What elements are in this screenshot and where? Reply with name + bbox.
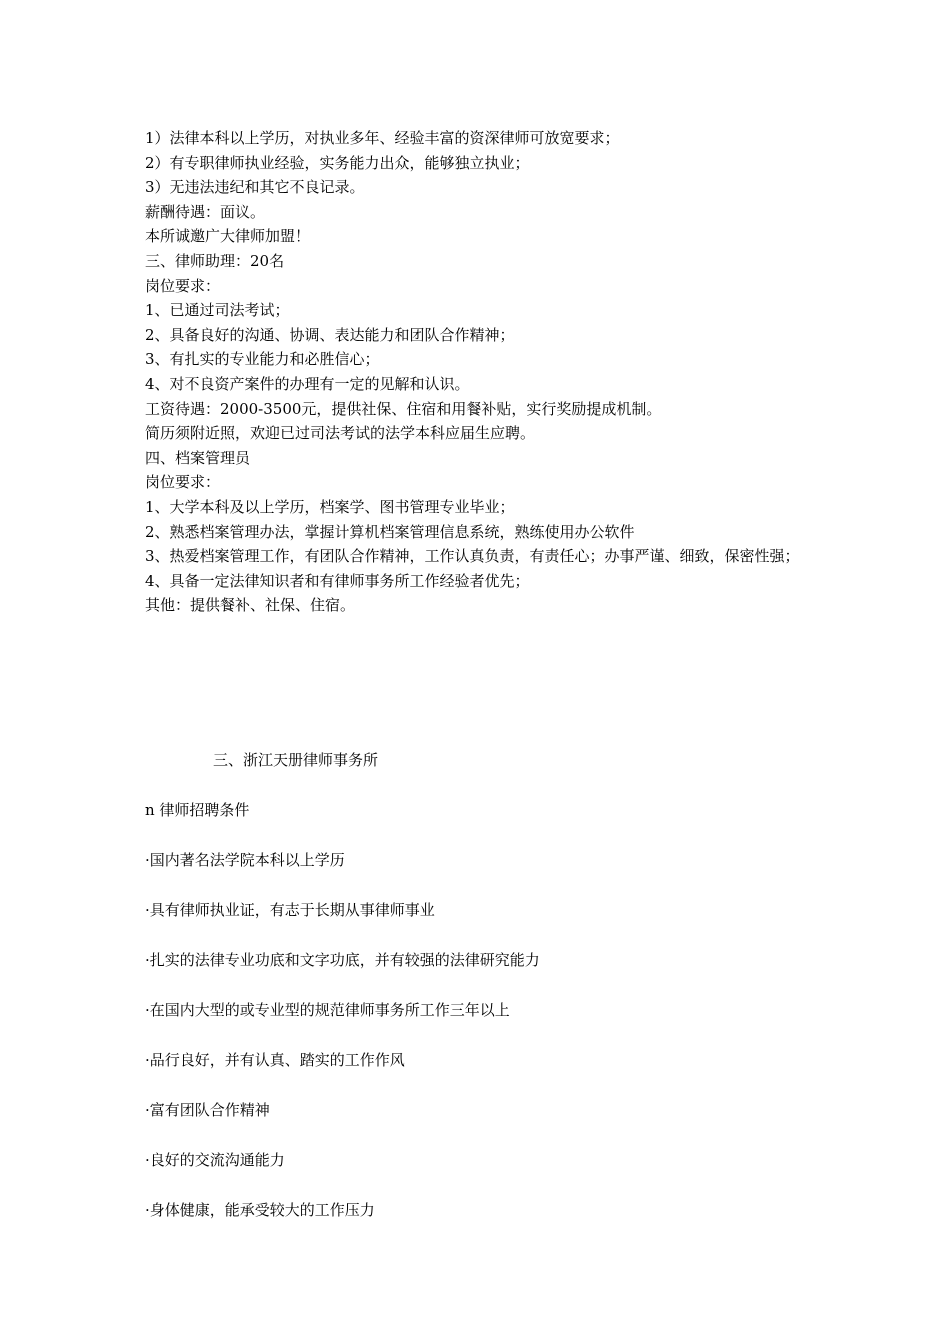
text-line: 1、大学本科及以上学历，档案学、图书管理专业毕业； <box>145 497 515 516</box>
text-line: 2、熟悉档案管理办法，掌握计算机档案管理信息系统，熟练使用办公软件 <box>145 522 635 541</box>
list-item: ·在国内大型的或专业型的规范律师事务所工作三年以上 <box>145 1001 510 1019</box>
list-item: ·品行良好，并有认真、踏实的工作作风 <box>145 1051 405 1069</box>
text-line: 三、律师助理：20名 <box>145 251 285 270</box>
text-line: 3）无违法违纪和其它不良记录。 <box>145 178 365 197</box>
list-item: ·身体健康，能承受较大的工作压力 <box>145 1201 375 1219</box>
text-line: 1）法律本科以上学历，对执业多年、经验丰富的资深律师可放宽要求； <box>145 129 620 147</box>
section-heading: 三、浙江天册律师事务所 <box>213 751 379 769</box>
list-item: ·富有团队合作精神 <box>145 1101 270 1119</box>
text-line: 薪酬待遇：面议。 <box>145 202 266 221</box>
text-line: 岗位要求： <box>145 473 221 492</box>
text-line: 4、对不良资产案件的办理有一定的见解和认识。 <box>145 374 470 393</box>
text-line: 2）有专职律师执业经验，实务能力出众，能够独立执业； <box>145 153 530 172</box>
list-item: ·国内著名法学院本科以上学历 <box>145 851 345 869</box>
text-line: 其他：提供餐补、社保、住宿。 <box>145 596 356 615</box>
text-line: 工资待遇：2000-3500元，提供社保、住宿和用餐补贴，实行奖励提成机制。 <box>145 399 662 418</box>
text-line: 四、档案管理员 <box>145 448 251 467</box>
text-line: 3、热爱档案管理工作，有团队合作精神，工作认真负责，有责任心；办事严谨、细致，保密性强； <box>145 547 800 566</box>
text-line: 4、具备一定法律知识者和有律师事务所工作经验者优先； <box>145 571 530 590</box>
text-line: 1、已通过司法考试； <box>145 301 290 320</box>
section-subheading: n 律师招聘条件 <box>145 801 250 819</box>
list-item: ·良好的交流沟通能力 <box>145 1151 285 1169</box>
text-line: 简历须附近照，欢迎已过司法考试的法学本科应届生应聘。 <box>145 424 536 443</box>
list-item: ·扎实的法律专业功底和文字功底，并有较强的法律研究能力 <box>145 951 540 969</box>
text-line: 2、具备良好的沟通、协调、表达能力和团队合作精神； <box>145 325 515 344</box>
text-line: 岗位要求： <box>145 276 221 295</box>
list-item: ·具有律师执业证，有志于长期从事律师事业 <box>145 901 435 919</box>
text-line: 3、有扎实的专业能力和必胜信心； <box>145 350 380 369</box>
recruitment-requirements-section <box>145 126 815 618</box>
text-line: 本所诚邀广大律师加盟！ <box>145 227 311 246</box>
firm-recruitment-section <box>145 748 815 1248</box>
